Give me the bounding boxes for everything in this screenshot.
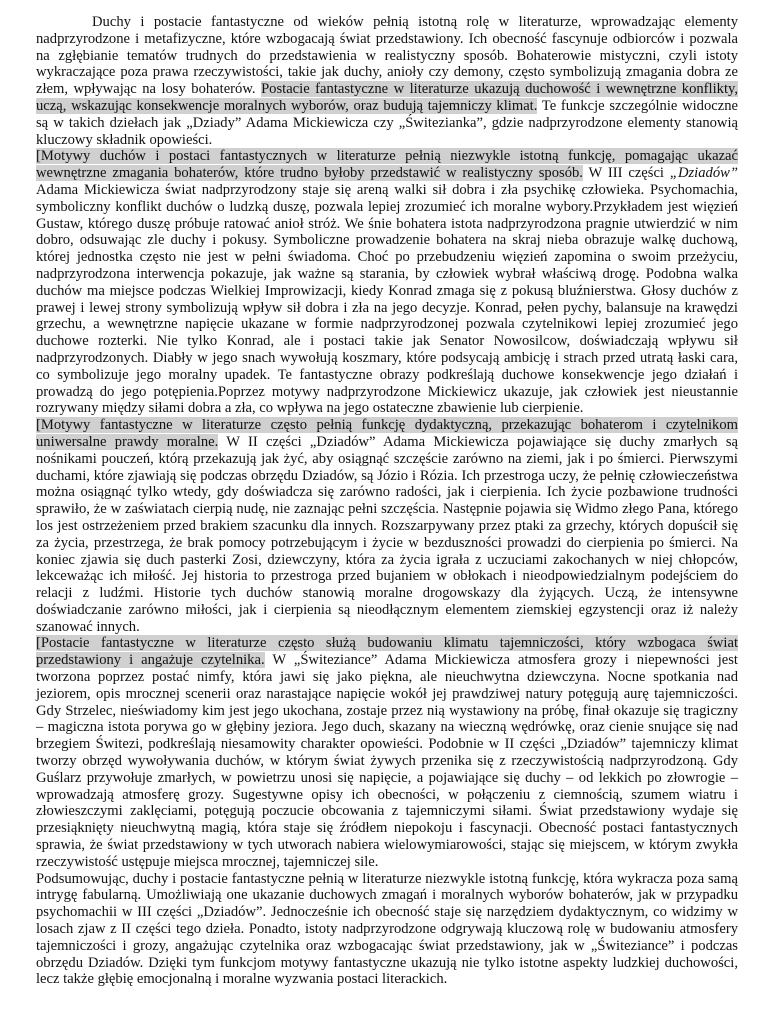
italic-title: „Dziadów” xyxy=(669,165,738,182)
text-segment: Duchy i postacie fantastyczne od wieków pełnią istotną rolę w literaturze, wprowadzając elementy nadprzyrodzone i metafizyczne, które wzbogacają świat przedstawiony. Ich obecność fascynuje odbiorców i pozwala na zgłębianie tematów trudnych do przedstawienia w realistyczny sposób. Bohaterowie mistyczni, czyli istoty wykraczające poza prawa rzeczywistości, takie jak duchy, anioły czy demony, często symbolizują zmagania dobra ze złem, wpływając na losy bohaterów. xyxy=(36,14,738,98)
paragraph-mysterious-atmosphere xyxy=(36,635,738,870)
text-segment: Podsumowując, duchy i postacie fantastyczne pełnią w literaturze niezwykle istotną funkcję, która wykracza poza samą intrygę fabularną. Umożliwiają one ukazanie duchowych zmagań i moralnych wyborów bohaterów, jak w przypadku psychomachii w III części „Dziadów”. Jednocześnie ich obecność staje się narzędziem dydaktycznym, co widzimy w losach zjaw z II części tego dzieła. Ponadto, istoty nadprzyrodzone odgrywają kluczową rolę w budowaniu atmosfery tajemniczości i grozy, angażując czytelnika oraz wzbogacając świat przedstawiony, jak w „Świteziance” i podczas obrzędu Dziadów. Dzięki tym funkcjom motywy fantastyczne ukazują nie tylko istotne aspekty ludzkiej duchowości, lecz także głębię emocjonalną i moralne wyzwania postaci literackich. xyxy=(36,870,738,988)
text-segment: W „Świteziance” Adama Mickiewicza atmosfera grozy i niepewności jest tworzona poprzez postać nimfy, która jawi się jako piękna, ale nieuchwytna dziewczyna. Nocne spotkania nad jeziorem, opis mrocznej scenerii oraz narastające napięcie wokół jej prawdziwej natury potęgują aurę tajemniczości. Gdy Strzelec, nieświadomy kim jest jego ukochana, zostaje przez nią wystawiony na próbę, finał okazuje się tragiczny – magiczna istota porywa go w głębiny jeziora. Jego duch, skazany na wieczną wędrówkę, oraz cienie snujące się nad brzegiem Świtezi, podkreślają niesamowity charakter opowieści. Podobnie w II części „Dziadów” tajemniczy klimat tworzy obrzęd wywoływania duchów, w którym świat żywych przenika się z rzeczywistością nadprzyrodzoną. Gdy Guślarz przywołuje zmarłych, w powietrzu unosi się napięcie, a pojawiające się duchy – od lekkich po złowrogie – wprowadzają atmosferę grozy. Sugestywne opisy ich obecności, w połączeniu z ciemnością, szumem wiatru i złowieszczymi zaklęciami, potęgują poczucie obcowania z tajemniczymi siłami. Świat przedstawiony wydaje się przesiąknięty nieuchwytną magią, która staje się źródłem niepokoju i fascynacji. Obecność postaci fantastycznych sprawia, że świat przedstawiony w tych utworach nabiera wielowymiarowości, stając się miejscem, w którym zwykła rzeczywistość ustępuje miejsca mrocznej, tajemniczej sile. xyxy=(36,652,738,870)
paragraph-spiritual-struggle xyxy=(36,148,738,417)
text-segment: W II części „Dziadów” Adama Mickiewicza pojawiające się duchy zmarłych są nośnikami pouczeń, którą przekazują jak żyć, aby osiągnąć szczęście zarówno na ziemi, jak i po śmierci. Pierwszymi duchami, które zjawiają się podczas obrzędu Dziadów, są Józio i Rózia. Ich przestroga uczy, że pełnię człowieczeństwa można osiągnąć tylko wtedy, gdy doświadcza się zarówno radości, jak i cierpienia. Ich życie pozbawione trudności sprawiło, że w zaświatach cierpią nudę, nie zaznając pełni szczęścia. Następnie pojawia się Widmo złego Pana, którego los jest ostrzeżeniem przed brakiem szacunku dla innych. Rozszarpywany przez ptaki za grzechy, których dopuścił się za życia, przestrzega, że brak pomocy potrzebującym i życie w bezduszności prowadzi do cierpienia po śmierci. Na koniec zjawia się duch pasterki Zosi, dziewczyny, która za życia igrała z uczuciami zakochanych w niej chłopców, lekceważąc ich miłość. Jej historia to przestroga przed bujaniem w obłokach i nieodpowiedzialnym podejściem do relacji z ludźmi. Historie tych duchów stanowią moralne drogowskazy dla żyjących. Uczą, że intensywne doświadczanie zarówno miłości, jak i cierpienia są nieodłącznym elementem ziemskiej egzystencji oraz iż należy szanować innych. xyxy=(36,433,738,635)
paragraph-didactic-function xyxy=(36,417,738,635)
text-segment: W III części xyxy=(582,165,670,182)
text-segment: Te funkcje szczególnie widoczne są w takich dziełach jak „Dziady” Adama Mickiewicza czy „Świtezianka”, gdzie nadprzyrodzone elementy stanowią kluczowy składnik opowieści. xyxy=(36,97,738,148)
paragraph-introduction xyxy=(36,14,738,148)
highlighted-text: [Motywy duchów i postaci fantastycznych w literaturze pełnią niezwykle istotną funkcję, pomagając ukazać wewnętrzne zmagania bohaterów, które trudno byłoby przedstawić w realistyczny sposób. xyxy=(36,148,738,182)
highlighted-text: [Postacie fantastyczne w literaturze często służą budowaniu klimatu tajemniczości, który wzbogaca świat przedstawiony i angażuje czytelnika. xyxy=(36,635,738,669)
text-segment: Adama Mickiewicza świat nadprzyrodzony staje się areną walki sił dobra i zła psychikę człowieka. Psychomachia, symboliczny konflikt duchów o ludzką duszę, pozwala lepiej zrozumieć ich moralne wybory.Przykładem jest więzień Gustaw, którego duszę próbuje ratować anioł stróż. We śnie bohatera istota nadprzyrodzona pragnie utwierdzić w nim dobro, odsuwając zle duchy i pokusy. Symboliczne prowadzenie bohatera na skraj nieba obrazuje walkę duchową, której jednostka często nie jest w pełni świadoma. Choć po przebudzeniu więzień zapomina o swoim przeżyciu, nadprzyrodzona interwencja pokazuje, jak ważne są starania, by człowiek wybrał właściwą drogę. Podobna walka duchów ma miejsce podczas Wielkiej Improwizacji, kiedy Konrad zmaga się z pokusą bluźnierstwa. Głosy duchów z prawej i lewej strony symbolizują wpływ sił dobra i zła na jego decyzje. Konrad, pełen pychy, balansuje na krawędzi grzechu, a wewnętrzne napięcie ukazane w formie nadprzyrodzonej pozwala czytelnikowi lepiej zrozumieć jego duchowe rozterki. Nie tylko Konrad, ale i postaci takie jak Senator Nowosilcow, doświadczają wpływu sił nadprzyrodzonych. Diabły w jego snach wywołują koszmary, które podsycają ambicję i strach przed utratą łaski cara, co symbolizuje jego moralny upadek. Te fantastyczne obrazy podkreślają duchowe konsekwencje jego działań i prowadzą do jego potępienia.Poprzez motywy nadprzyrodzone Mickiewicz ukazuje, jak człowiek jest nieustannie rozrywany między siłami dobra a zła, co wpływa na jego ostateczne zbawienie lub cierpienie. xyxy=(36,181,738,417)
paragraph-summary xyxy=(36,871,738,989)
highlighted-text: Postacie fantastyczne w literaturze ukazują duchowość i wewnętrzne konflikty, uczą, wskazując konsekwencje moralnych wyborów, oraz budują tajemniczy klimat. xyxy=(36,81,738,114)
highlighted-text: [Motywy fantastyczne w literaturze często pełnią funkcję dydaktyczną, przekazując bohaterom i czytelnikom uniwersalne prawdy moralne. xyxy=(36,417,738,450)
